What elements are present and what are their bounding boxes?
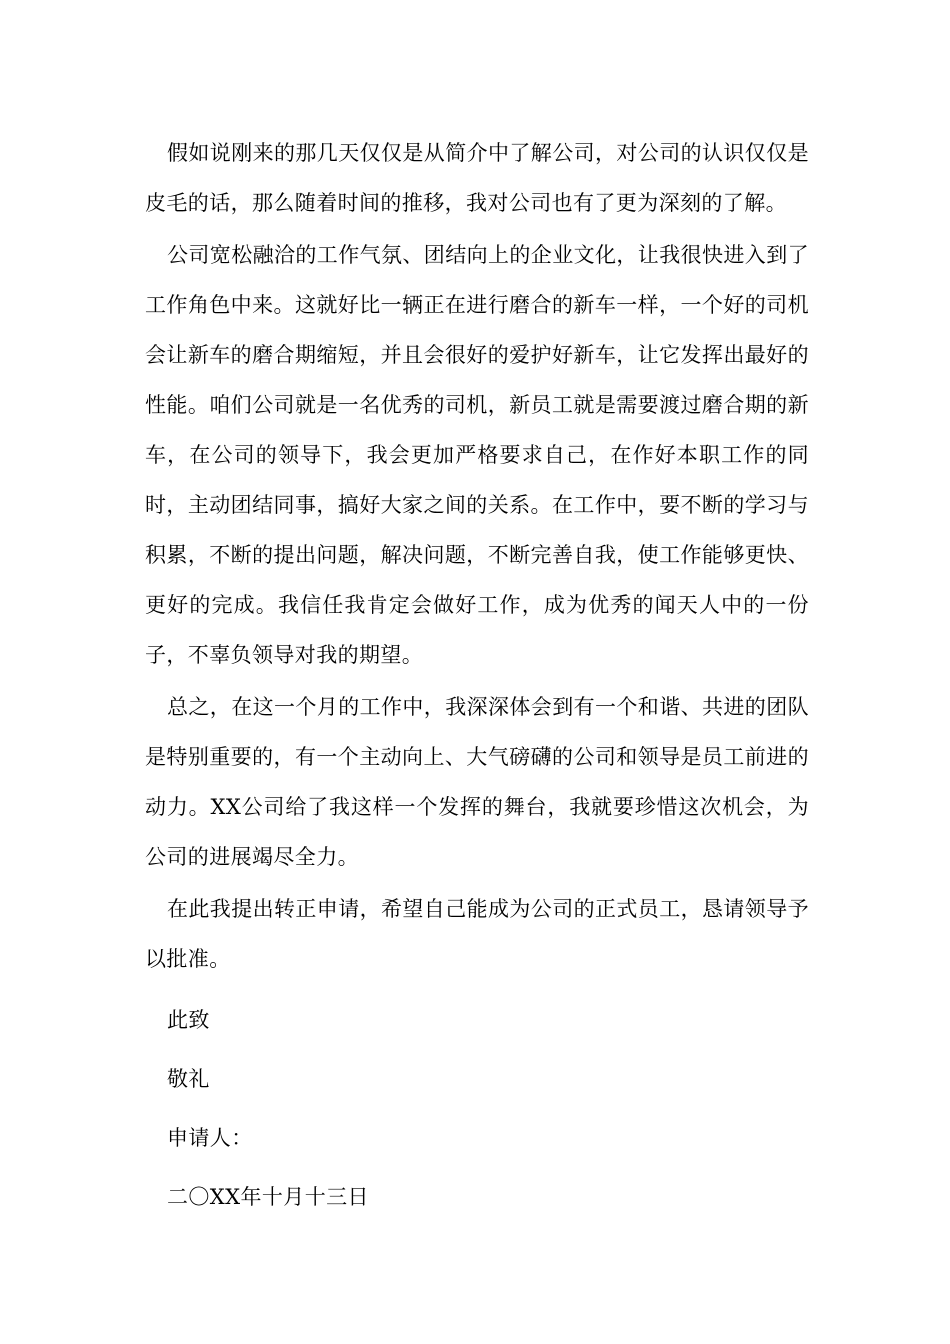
paragraph-request: 在此我提出转正申请，希望自己能成为公司的正式员工，恳请领导予以批准。 [145,897,809,971]
salute-text: 敬礼 [167,1067,210,1091]
paragraph-culture: 公司宽松融洽的工作气氛、团结向上的企业文化，让我很快进入到了工作角色中来。这就好比一辆正在进行磨合的新车一样，一个好的司机会让新车的磨合期缩短，并且会很好的爱护好新车，让它发挥出最好的性能。咱们公司就是一名优秀的司机，新员工就是需要渡过磨合期的新车，在公司的领导下，我会更加严格要求自己，在作好本职工作的同时，主动团结同事，搞好大家之间的关系。在工作中，要不断的学习与积累，不断的提出问题，解决问题，不断完善自我，使工作能够更快、更好的完成。我信任我肯定会做好工作，成为优秀的闻天人中的一份子，不辜负领导对我的期望。 [145,243,809,667]
paragraph-summary: 总之，在这一个月的工作中，我深深体会到有一个和谐、共进的团队是特别重要的，有一个主动向上、大气磅礴的公司和领导是员工前进的动力。XX公司给了我这样一个发挥的舞台，我就要珍惜这次机会，为公司的进展竭尽全力。 [145,695,809,869]
spacer [145,1045,809,1054]
applicant-label: 申请人： [167,1126,253,1150]
document-body [145,128,809,1222]
paragraph-intro: 假如说刚来的那几天仅仅是从简介中了解公司，对公司的认识仅仅是皮毛的话，那么随着时间的推移，我对公司也有了更为深刻的了解。 [145,141,809,215]
spacer [145,1104,809,1113]
spacer [145,986,809,995]
closing-text: 此致 [167,1008,210,1032]
spacer [145,1163,809,1172]
signature-date: 二〇XX年十月十三日 [167,1185,369,1209]
